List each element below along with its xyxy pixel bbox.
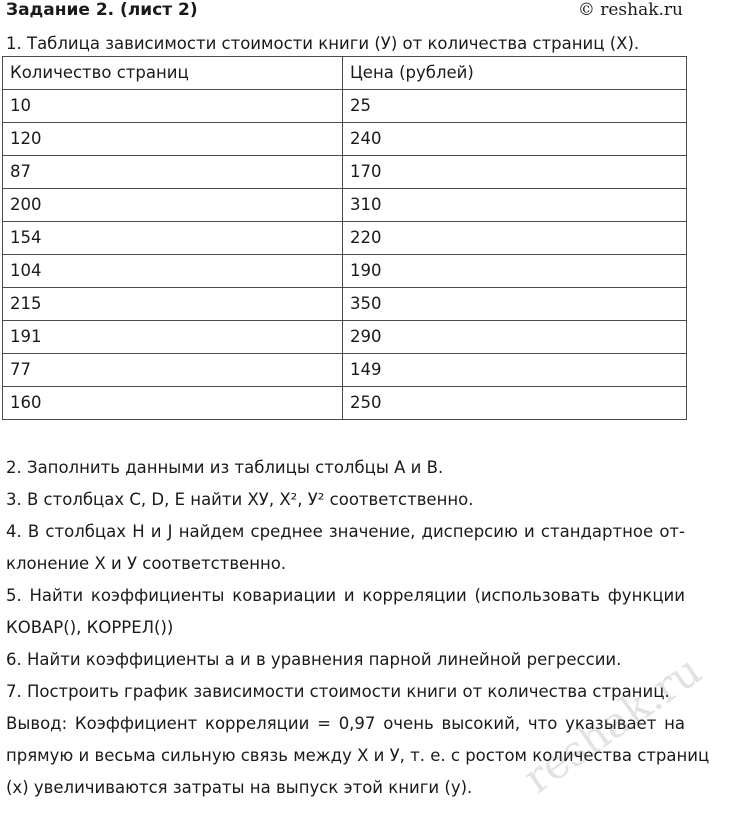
- cell-pages: 154: [3, 222, 343, 255]
- task-3: 3. В столбцах С, D, E найти ХУ, Х², У² соответственно.: [6, 490, 474, 509]
- cell-pages: 120: [3, 123, 343, 156]
- cell-price: 350: [343, 288, 687, 321]
- table-row: [3, 288, 687, 321]
- task-2: 2. Заполнить данными из таблицы столбцы А и В.: [6, 458, 444, 477]
- page-title: Задание 2. (лист 2): [6, 0, 198, 20]
- task-4-line-2: клонение Х и У соответственно.: [6, 554, 287, 573]
- cell-pages: 160: [3, 387, 343, 420]
- cell-price: 190: [343, 255, 687, 288]
- task-5-line-1: 5. Найти коэффициенты ковариации и корреляции (использовать функции: [6, 586, 685, 605]
- table-row: [3, 321, 687, 354]
- task-4-line-1: 4. В столбцах H и J найдем среднее значение, дисперсию и стандартное от-: [6, 522, 685, 541]
- table-row: [3, 156, 687, 189]
- table-row: [3, 90, 687, 123]
- task-6: 6. Найти коэффициенты а и в уравнения парной линейной регрессии.: [6, 650, 622, 669]
- cell-price: 170: [343, 156, 687, 189]
- cell-price: 250: [343, 387, 687, 420]
- table-row: [3, 189, 687, 222]
- header-pages: Количество страниц: [3, 57, 343, 90]
- table-header-row: [3, 57, 687, 90]
- table-row: [3, 354, 687, 387]
- source-watermark: © reshak.ru: [577, 0, 683, 20]
- cell-pages: 104: [3, 255, 343, 288]
- table-intro: 1. Таблица зависимости стоимости книги (У) от количества страниц (Х).: [6, 34, 640, 53]
- table-row: [3, 222, 687, 255]
- cell-pages: 10: [3, 90, 343, 123]
- task-list: [6, 452, 710, 804]
- task-7: 7. Построить график зависимости стоимости книги от количества страниц.: [6, 682, 670, 701]
- table-row: [3, 123, 687, 156]
- cell-price: 240: [343, 123, 687, 156]
- cell-pages: 215: [3, 288, 343, 321]
- conclusion-line-1: Вывод: Коэффициент корреляции = 0,97 очень высокий, что указывает на: [6, 714, 685, 733]
- task-5-line-2: КОВАР(), КОРРЕЛ()): [6, 618, 174, 637]
- table-row: [3, 387, 687, 420]
- cell-pages: 200: [3, 189, 343, 222]
- cell-price: 290: [343, 321, 687, 354]
- cell-price: 149: [343, 354, 687, 387]
- table-row: [3, 255, 687, 288]
- cell-price: 220: [343, 222, 687, 255]
- conclusion-line-2: прямую и весьма сильную связь между Х и У, т. е. с ростом количества страниц: [6, 746, 710, 765]
- cell-pages: 77: [3, 354, 343, 387]
- cell-pages: 191: [3, 321, 343, 354]
- cell-price: 25: [343, 90, 687, 123]
- conclusion-line-3: (х) увеличиваются затраты на выпуск этой книги (у).: [6, 778, 473, 797]
- watermark-stamp-text: reshak.ru: [514, 645, 710, 803]
- cell-pages: 87: [3, 156, 343, 189]
- cell-price: 310: [343, 189, 687, 222]
- data-table: [2, 56, 687, 420]
- page-header: [6, 0, 683, 24]
- header-price: Цена (рублей): [343, 57, 687, 90]
